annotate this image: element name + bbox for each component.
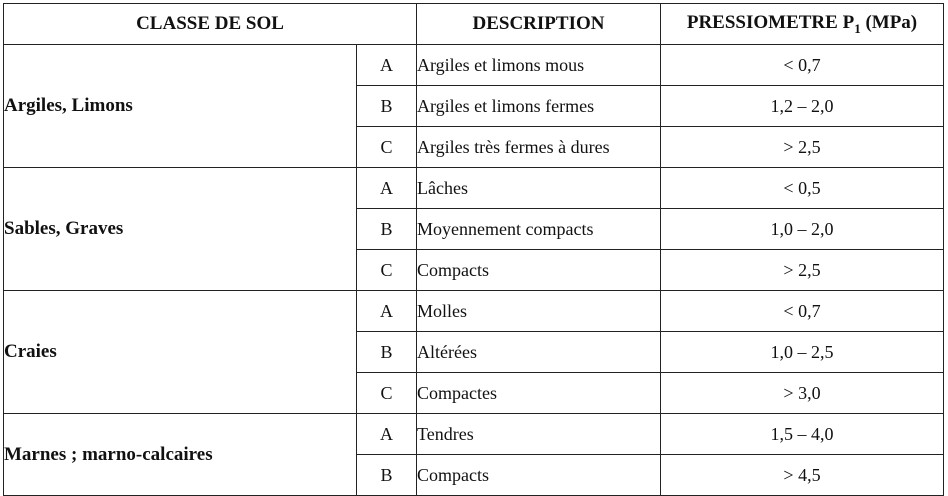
sub-class-description: Compacts — [417, 250, 661, 291]
sub-class-description: Altérées — [417, 332, 661, 373]
header-pressiometre-label: PRESSIOMETRE P — [686, 11, 855, 33]
pressiometre-value: > 3,0 — [661, 373, 944, 414]
sub-class-letter: A — [357, 414, 417, 455]
table-row — [4, 291, 944, 332]
sub-class-description: Argiles et limons mous — [417, 45, 661, 86]
sub-class-letter: A — [357, 168, 417, 209]
pressiometre-value: 1,5 – 4,0 — [661, 414, 944, 455]
sub-class-description: Moyennement compacts — [417, 209, 661, 250]
header-row — [4, 4, 944, 45]
pressiometre-value: > 4,5 — [661, 455, 944, 496]
pressiometre-value: 1,0 – 2,5 — [661, 332, 944, 373]
sub-class-letter: C — [357, 127, 417, 168]
soil-class-name: Craies — [4, 291, 357, 414]
soil-class-name: Sables, Graves — [4, 168, 357, 291]
sub-class-letter: B — [357, 332, 417, 373]
soil-classification-table — [3, 3, 944, 496]
pressiometre-value: > 2,5 — [661, 127, 944, 168]
header-description: DESCRIPTION — [417, 4, 661, 45]
header-pressiometre — [661, 4, 944, 45]
sub-class-letter: A — [357, 45, 417, 86]
pressiometre-value: < 0,5 — [661, 168, 944, 209]
pressiometre-value: < 0,7 — [661, 45, 944, 86]
pressiometre-value: > 2,5 — [661, 250, 944, 291]
table-row — [4, 45, 944, 86]
sub-class-description: Lâches — [417, 168, 661, 209]
soil-class-name: Argiles, Limons — [4, 45, 357, 168]
table-row — [4, 168, 944, 209]
header-pressiometre-subscript: 1 — [854, 20, 861, 36]
header-classe-de-sol: CLASSE DE SOL — [4, 4, 417, 45]
sub-class-description: Compactes — [417, 373, 661, 414]
sub-class-description: Argiles et limons fermes — [417, 86, 661, 127]
table-row — [4, 414, 944, 455]
header-pressiometre-unit: (MPa) — [860, 11, 918, 33]
pressiometre-value: 1,2 – 2,0 — [661, 86, 944, 127]
sub-class-letter: B — [357, 86, 417, 127]
sub-class-letter: B — [357, 209, 417, 250]
sub-class-letter: A — [357, 291, 417, 332]
sub-class-letter: C — [357, 250, 417, 291]
sub-class-description: Argiles très fermes à dures — [417, 127, 661, 168]
sub-class-letter: C — [357, 373, 417, 414]
sub-class-letter: B — [357, 455, 417, 496]
pressiometre-value: < 0,7 — [661, 291, 944, 332]
sub-class-description: Tendres — [417, 414, 661, 455]
sub-class-description: Compacts — [417, 455, 661, 496]
soil-class-name: Marnes ; marno-calcaires — [4, 414, 357, 496]
sub-class-description: Molles — [417, 291, 661, 332]
pressiometre-value: 1,0 – 2,0 — [661, 209, 944, 250]
